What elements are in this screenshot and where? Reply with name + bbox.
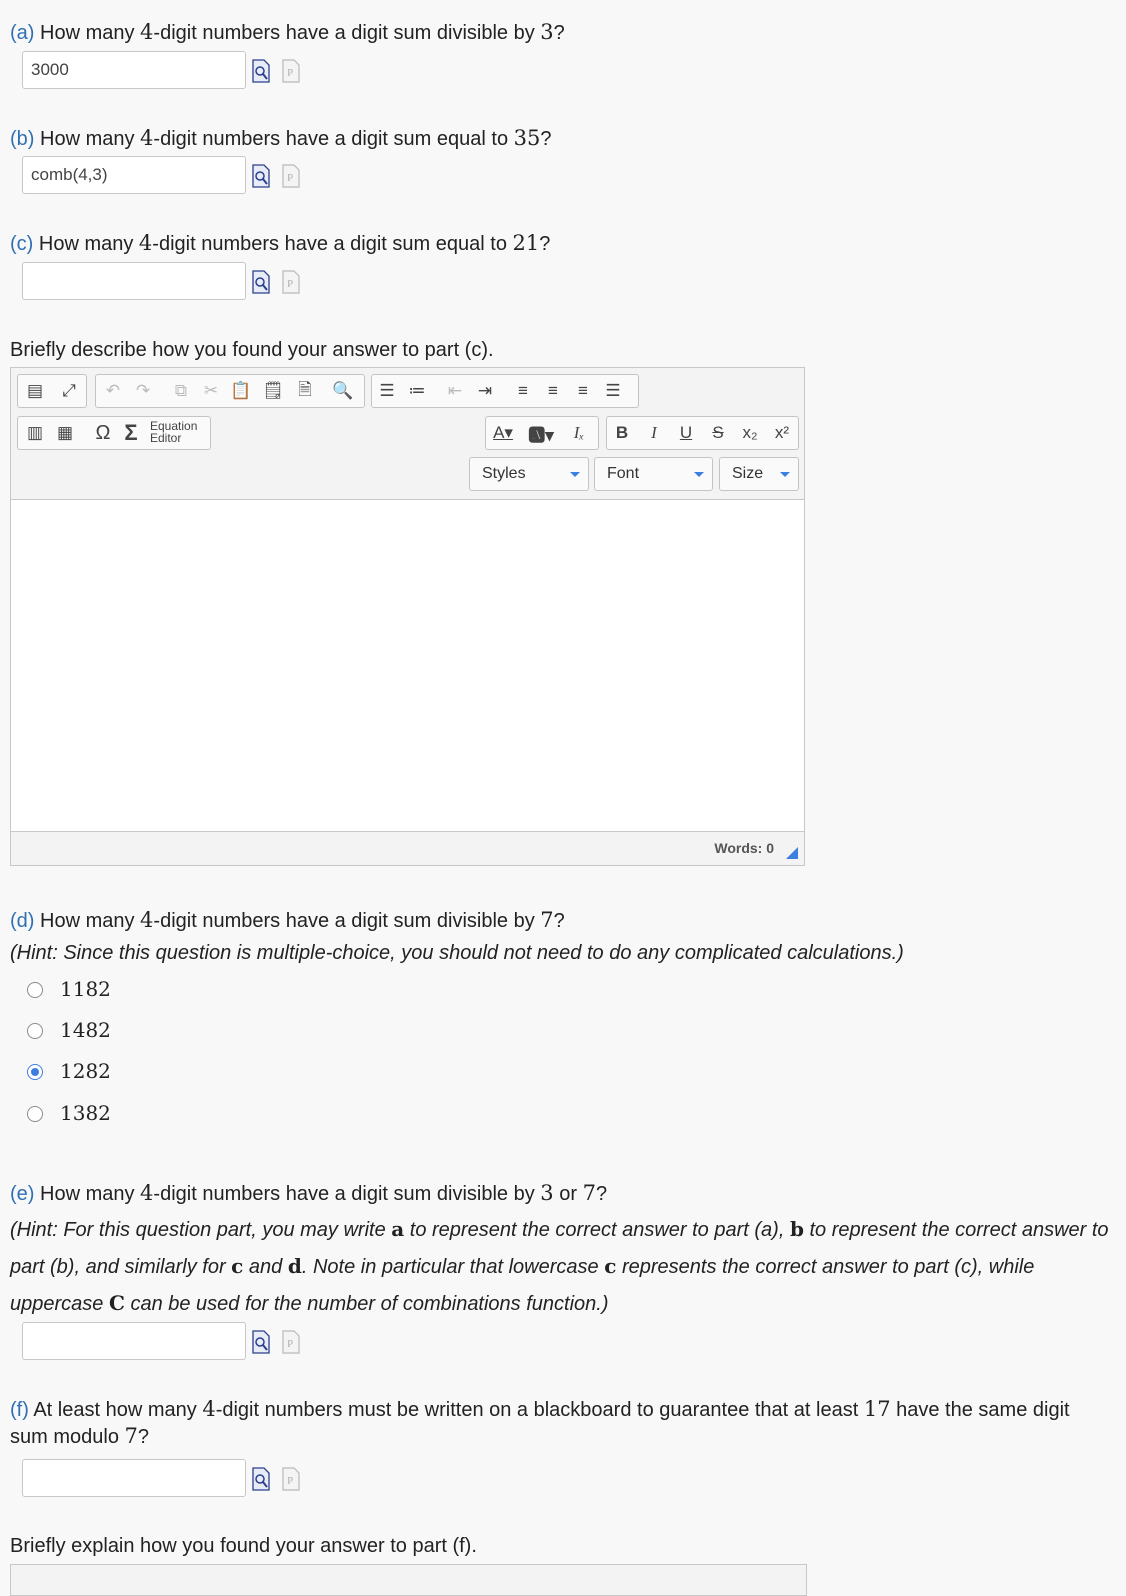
math: 7: [582, 1181, 596, 1205]
radio-option-1382[interactable]: [27, 1106, 43, 1122]
question-e: [10, 1180, 607, 1207]
radio-option-1182[interactable]: [27, 982, 43, 998]
math: 4: [140, 1181, 154, 1205]
option-label: 1382: [60, 1101, 111, 1125]
cut-icon[interactable]: ✂: [203, 381, 219, 400]
math: 4: [140, 20, 154, 44]
italic-icon[interactable]: I: [651, 423, 657, 442]
superscript-icon[interactable]: x²: [774, 423, 790, 442]
preview-answer-icon[interactable]: [251, 270, 271, 294]
math: 4: [140, 126, 154, 150]
rich-text-editor: [10, 367, 805, 866]
answer-help-icon[interactable]: [281, 59, 301, 83]
math: d: [287, 1254, 302, 1278]
special-char-icon[interactable]: Ω: [95, 421, 111, 444]
part-label: (a): [10, 22, 35, 44]
answer-input-f[interactable]: [22, 1459, 246, 1497]
question-text: How many: [40, 22, 141, 44]
hint-text: (Hint: For this question part, you may write: [10, 1219, 392, 1241]
math: a: [391, 1217, 405, 1241]
answer-help-icon[interactable]: [281, 164, 301, 188]
bold-icon[interactable]: B: [615, 423, 629, 442]
math: 3: [540, 1181, 554, 1205]
question-text: have the same digit sum modulo: [10, 1399, 1070, 1448]
math: b: [789, 1217, 804, 1241]
chevron-down-icon: [780, 472, 790, 477]
answer-input-e[interactable]: [22, 1322, 246, 1360]
equation-icon[interactable]: Σ: [124, 420, 138, 445]
math: C: [108, 1291, 125, 1315]
toolbar-group-basic-styles: [606, 416, 799, 450]
question-text: -digit numbers have a digit sum equal to: [153, 128, 514, 150]
question-d: [10, 907, 565, 934]
styles-label: Styles: [482, 465, 526, 482]
question-text: -digit numbers must be written on a blackboard to guarantee that at least: [215, 1399, 864, 1421]
indent-icon[interactable]: ⇥: [477, 381, 493, 400]
answer-input-b[interactable]: [22, 156, 246, 194]
describe-c-prompt: Briefly describe how you found your answer to part (c).: [10, 339, 494, 361]
toolbar-group-document: [17, 374, 87, 408]
part-label: (c): [10, 233, 34, 255]
align-center-icon[interactable]: ≡: [548, 381, 558, 400]
math: 17: [863, 1397, 891, 1421]
question-text: At least how many: [33, 1399, 203, 1421]
math: 7: [124, 1424, 138, 1448]
blockquote-icon[interactable]: ▥: [26, 423, 44, 442]
math: 7: [540, 908, 554, 932]
question-text: ?: [137, 1426, 149, 1448]
math: c: [231, 1254, 244, 1278]
question-text: ?: [539, 233, 551, 255]
option-label: 1182: [60, 977, 111, 1001]
hint-e: [10, 1211, 1116, 1322]
math: 35: [513, 126, 541, 150]
align-left-icon[interactable]: ≡: [518, 381, 528, 400]
rich-text-editor-f: [10, 1564, 807, 1596]
underline-icon[interactable]: U: [679, 423, 693, 442]
toolbar-group-clipboard: [95, 374, 365, 408]
font-label: Font: [607, 465, 640, 482]
question-text: How many: [38, 233, 139, 255]
answer-help-icon[interactable]: [281, 1467, 301, 1491]
question-text: How many: [40, 910, 141, 932]
answer-input-c[interactable]: [22, 262, 246, 300]
font-dropdown[interactable]: [594, 457, 713, 491]
question-c: [10, 230, 550, 257]
part-label: (b): [10, 128, 35, 150]
preview-answer-icon[interactable]: [251, 59, 271, 83]
question-text: ?: [553, 22, 565, 44]
text-color-icon[interactable]: A▾: [493, 423, 513, 442]
paste-icon[interactable]: 📋: [230, 381, 252, 400]
strike-icon[interactable]: S: [712, 423, 724, 442]
answer-help-icon[interactable]: [281, 1330, 301, 1354]
toolbar-group-insert: [17, 416, 211, 450]
table-icon[interactable]: ▦: [56, 423, 74, 442]
part-label: (d): [10, 910, 35, 932]
bulleted-list-icon[interactable]: ≔: [408, 381, 426, 400]
align-right-icon[interactable]: ≡: [578, 381, 588, 400]
equation-label-line: Editor: [150, 431, 182, 445]
part-label: (f): [10, 1399, 29, 1421]
math: 4: [140, 908, 154, 932]
maximize-icon[interactable]: ⤢: [62, 381, 76, 400]
answer-help-icon[interactable]: [281, 270, 301, 294]
word-count: Words: 0: [714, 840, 774, 856]
question-text: ?: [540, 128, 552, 150]
hint-text: to represent the correct answer to part (b), and similarly for: [10, 1219, 1109, 1278]
copy-icon[interactable]: ⧉: [174, 381, 188, 400]
redo-icon[interactable]: ↷: [135, 381, 151, 400]
chevron-down-icon: [694, 472, 704, 477]
math: 3: [540, 20, 554, 44]
question-a: [10, 19, 565, 46]
math: 4: [138, 231, 153, 255]
radio-option-1482[interactable]: [27, 1023, 43, 1039]
paste-text-icon[interactable]: 🗒: [262, 381, 284, 400]
math: c: [604, 1254, 617, 1278]
toolbar-group-colors: [485, 416, 599, 450]
preview-answer-icon[interactable]: [251, 1467, 271, 1491]
outdent-icon[interactable]: ⇤: [447, 381, 463, 400]
question-b: [10, 125, 551, 152]
size-dropdown[interactable]: [719, 457, 799, 491]
editor-content-area[interactable]: [11, 499, 804, 832]
hint-text: and: [243, 1256, 288, 1278]
question-text: -digit numbers have a digit sum equal to: [152, 233, 513, 255]
question-text: or: [553, 1183, 583, 1205]
hint-d: (Hint: Since this question is multiple-choice, you should not need to do any complicated calculations.): [10, 942, 904, 964]
hint-text: represents the correct answer to part (c), while uppercase: [10, 1256, 1035, 1315]
equation-editor-label[interactable]: [150, 420, 197, 444]
equation-label-line: Equation: [150, 419, 198, 433]
preview-answer-icon[interactable]: [251, 164, 271, 188]
question-f: [10, 1396, 1100, 1450]
undo-icon[interactable]: ↶: [105, 381, 121, 400]
justify-icon[interactable]: ☰: [605, 381, 621, 400]
option-label: 1482: [60, 1018, 111, 1042]
question-text: ?: [595, 1183, 608, 1205]
toolbar-group-paragraph: [371, 374, 639, 408]
math: 21: [512, 231, 540, 255]
question-text: How many: [40, 128, 141, 150]
option-label: 1282: [60, 1059, 111, 1083]
resize-handle-icon[interactable]: [786, 847, 798, 859]
paste-word-icon[interactable]: 🗎: [298, 379, 312, 399]
radio-option-1282[interactable]: [27, 1064, 43, 1080]
numbered-list-icon[interactable]: ☰: [379, 381, 395, 400]
hint-text: can be used for the number of combinations function.): [124, 1293, 609, 1315]
chevron-down-icon: [570, 472, 580, 477]
question-text: -digit numbers have a digit sum divisible by: [153, 22, 541, 44]
question-text: -digit numbers have a digit sum divisible by: [153, 1183, 541, 1205]
remove-format-icon[interactable]: Iₓ: [573, 423, 585, 442]
subscript-icon[interactable]: x₂: [742, 423, 758, 442]
styles-dropdown[interactable]: [469, 457, 589, 491]
part-label: (e): [10, 1183, 35, 1205]
preview-answer-icon[interactable]: [251, 1330, 271, 1354]
hint-text: . Note in particular that lowercase: [301, 1256, 605, 1278]
find-icon[interactable]: 🔍: [332, 381, 354, 400]
bg-color-icon[interactable]: 🅰▾: [528, 425, 554, 445]
question-text: ?: [553, 910, 565, 932]
size-label: Size: [732, 465, 764, 482]
source-icon[interactable]: ▤: [26, 381, 44, 400]
hint-text: to represent the correct answer to part (a),: [404, 1219, 790, 1241]
explain-f-prompt: Briefly explain how you found your answer to part (f).: [10, 1535, 477, 1557]
math: 4: [202, 1397, 216, 1421]
question-text: How many: [40, 1183, 141, 1205]
question-text: -digit numbers have a digit sum divisible by: [153, 910, 541, 932]
answer-input-a[interactable]: [22, 51, 246, 89]
